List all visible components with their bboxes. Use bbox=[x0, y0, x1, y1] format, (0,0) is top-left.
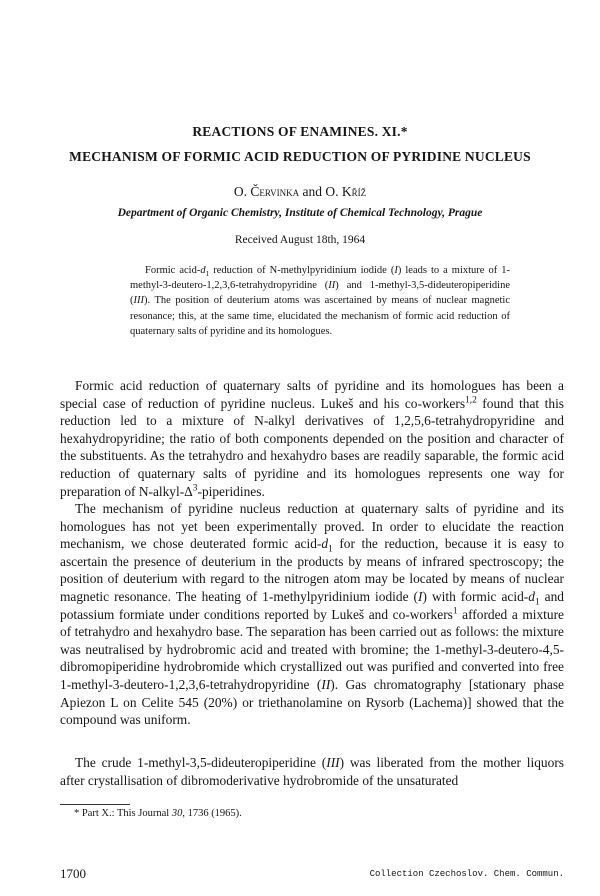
journal-name: Collection Czechoslov. Chem. Commun. bbox=[369, 869, 564, 879]
author1-initial: O. bbox=[233, 184, 251, 199]
article-title-line1: REACTIONS OF ENAMINES. XI.* bbox=[192, 124, 408, 139]
footnote: * Part X.: This Journal 30, 1736 (1965). bbox=[74, 808, 242, 819]
author2-surname: Kříž bbox=[341, 184, 367, 199]
received-date: Received August 18th, 1964 bbox=[234, 234, 366, 246]
affiliation: Department of Organic Chemistry, Institute of Chemical Technology, Prague bbox=[117, 207, 483, 219]
authors-and: and O. bbox=[299, 184, 342, 199]
abstract: Formic acid-$d_1$ reduction of N-methylpyridinium iodide (I) leads to a mixture of 1-methyl-3-deutero-1,2,3,6-tetrahydropyridine (II) and 1-methyl-3,5-dideuteropiperidine (III). The position of deuterium atoms was ascertained by means of nuclear magnetic resonance; this, at the same time, elucidated the mechanism of formic acid reduction of quaternary salts of pyridine and its homologues. bbox=[130, 265, 510, 337]
authors bbox=[0, 184, 600, 200]
body-paragraph-3: The crude 1-methyl-3,5-dideuteropiperidine (III) was liberated from the mother liquors after crystallisation of dibromoderivative hydrobromide of the unsaturated bbox=[60, 755, 564, 788]
author1-surname: Červinka bbox=[250, 184, 300, 199]
footnote-divider bbox=[60, 804, 130, 805]
body-paragraph-1: Formic acid reduction of quaternary salts of pyridine and its homologues has been a special case of reduction of pyridine nucleus. Lukeš and his co-workers$^{1,2}$ found that this reduction led to a mixture of N-alkyl derivatives of 1,2,5,6-tetrahydropyridine and hexahydropyridine; the ratio of both components depended on the position and character of the substituents. As the tetrahydro and hexahydro bases are readily saparable, the formic acid reduction of quaternary salts of pyridine and its homologues represents one way for preparation of $N-alkyl-\Delta^3$-piperidines. bbox=[60, 378, 564, 499]
body-paragraph-2: The mechanism of pyridine nucleus reduction at quaternary salts of pyridine and its homologues has not yet been experimentally proved. In order to elucidate the reaction mechanism, we chose deuterated formic acid-$d_1$ for the reduction, because it is easy to ascertain the presence of deuterium in the products by means of infrared spectroscopy; the position of deuterium with regard to the nitrogen atom may be located by means of nuclear magnetic resonance. The heating of 1-methylpyridinium iodide (I) with formic acid-$d_1$ and potassium formiate under conditions reported by Lukeš and co-workers$^1$ afforded a mixture of tetrahydro and hexahydro base. The separation has been carried out as follows: the mixture was neutralised by hydrobromic acid and treated with bromine; the 1-methyl-3-deutero-4,5-dibromopiperidine hydrobromide which crystallized out was purified and converted into free 1-methyl-3-deutero-1,2,3,6-tetrahydropyridine (II). Gas chromatography [stationary phase Apiezon L on Celite 545 (20%) or triethanolamine on Rysorb (Lachema)] showed that the compound was uniform. bbox=[60, 501, 565, 728]
article-title-line2: MECHANISM OF FORMIC ACID REDUCTION OF PYRIDINE NUCLEUS bbox=[69, 149, 531, 164]
page-number: 1700 bbox=[60, 866, 86, 881]
